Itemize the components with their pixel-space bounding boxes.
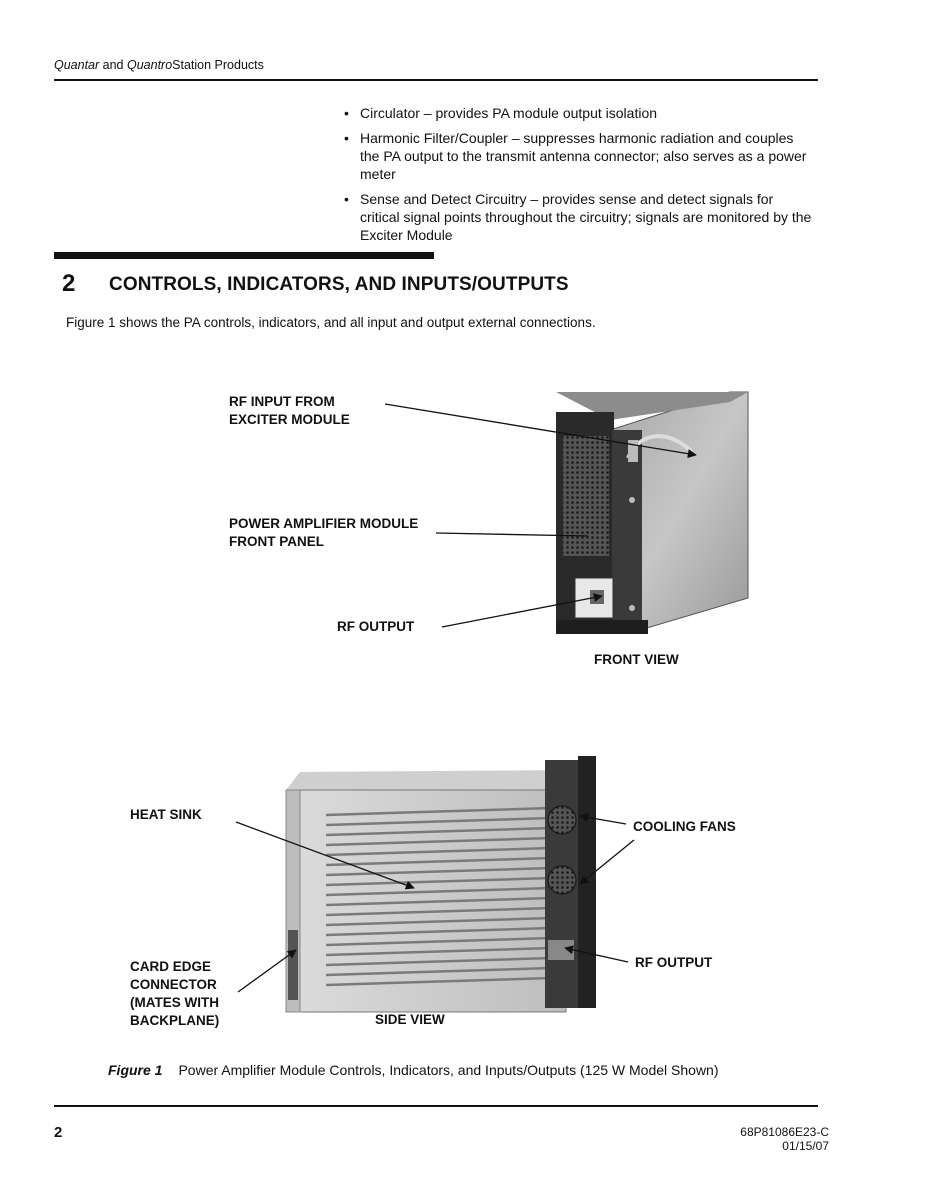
document-id [740,1125,829,1153]
label-rf-output-front: RF OUTPUT [337,619,415,634]
label-front-view: FRONT VIEW [594,652,679,667]
figure-caption [108,1062,719,1078]
doc-number: 68P81086E23-C [740,1125,829,1139]
label-rf-output-side: RF OUTPUT [635,955,713,970]
section-intro: Figure 1 shows the PA controls, indicators, and all input and output external connections. [66,315,596,330]
header-conj: and [102,58,124,72]
label-front-panel: POWER AMPLIFIER MODULE FRONT PANEL [229,516,419,549]
brand-quantar: Quantar [54,58,100,72]
page-number: 2 [54,1124,63,1141]
label-side-view: SIDE VIEW [375,1012,445,1027]
doc-date: 01/15/07 [782,1139,829,1153]
label-card-edge: CARD EDGE CONNECTOR (MATES WITH BACKPLANE) [130,959,220,1028]
list-item: • Sense and Detect Circuitry – provides sense and detect signals for critical signal points throughout the circuitry; signals are monitored by the Exciter Module [340,190,815,244]
header-suffix: Station Products [172,58,264,72]
section-title: CONTROLS, INDICATORS, AND INPUTS/OUTPUTS [109,274,569,295]
front-view-image [556,392,748,634]
section-number: 2 [62,270,76,297]
label-cooling-fans: COOLING FANS [633,819,736,834]
list-item: • Harmonic Filter/Coupler – suppresses harmonic radiation and couples the PA output to the transmit antenna connector; also serves as a power meter [340,129,815,183]
list-item: • Circulator – provides PA module output isolation [340,104,815,122]
label-rf-input: RF INPUT FROM EXCITER MODULE [229,394,350,427]
figure-caption-label: Figure 1 [108,1062,163,1078]
brand-quantro: Quantro [127,58,173,72]
figure-caption-text: Power Amplifier Module Controls, Indicators, and Inputs/Outputs (125 W Model Shown) [178,1062,719,1078]
footer-rule [54,1105,818,1107]
side-view-image [286,756,596,1012]
label-heat-sink: HEAT SINK [130,807,202,822]
